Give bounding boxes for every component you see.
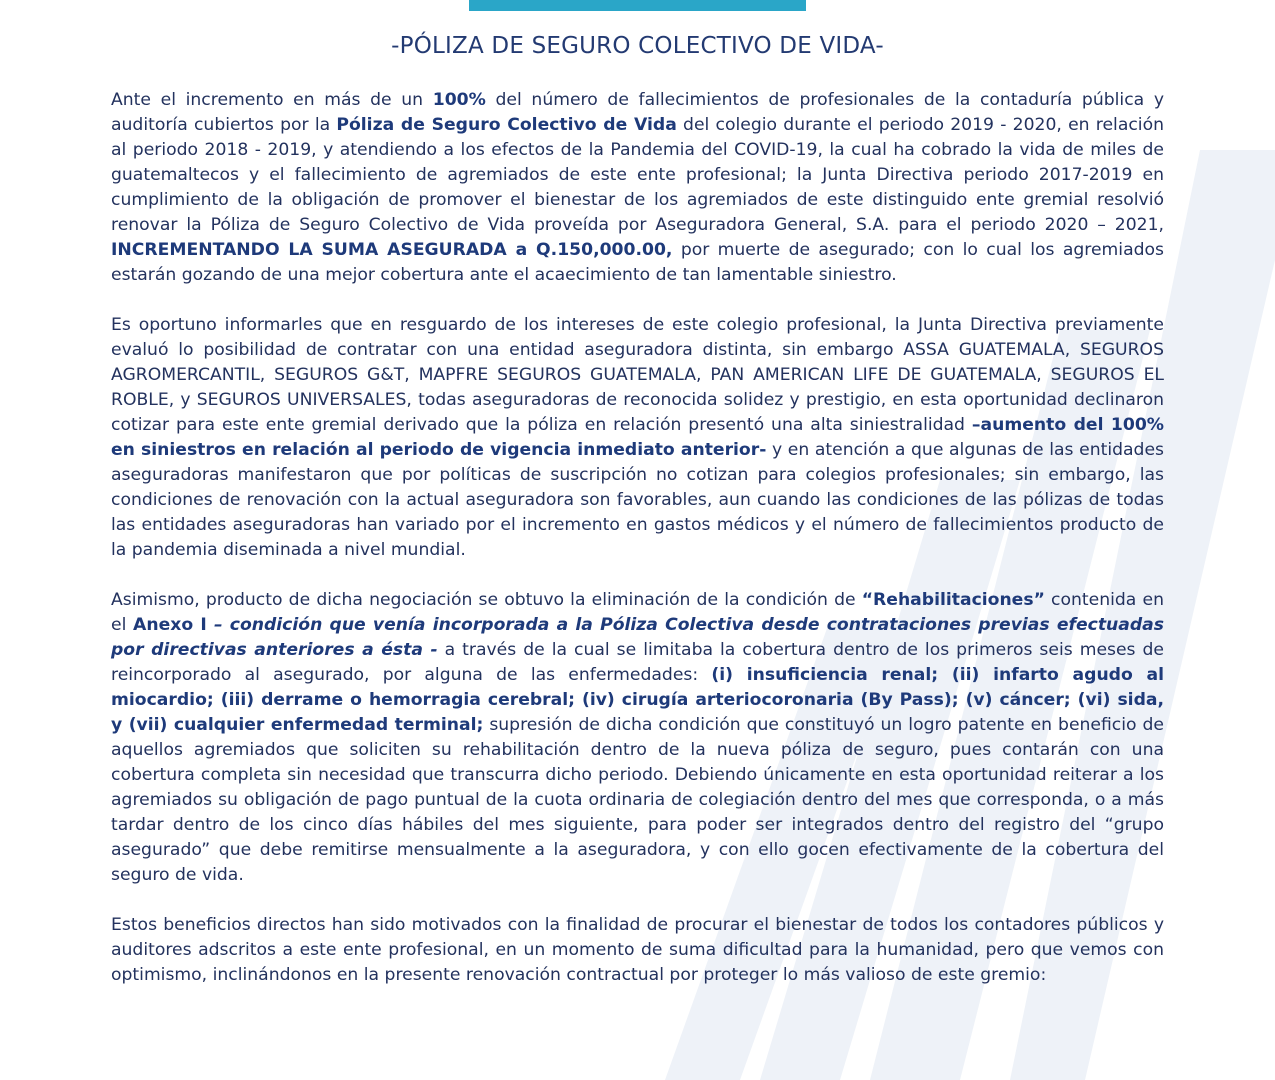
text-span: supresión de dicha condición que constituyó un logro patente en beneficio de aquellos agremiados que soliciten su rehabilitación dentro de la nueva póliza de seguro, pues contarán con una cobertura completa sin necesidad que transcurra dicho periodo. Debiendo únicamente en esta oportunidad reiterar a los agremiados su obligación de pago puntual de la cuota ordinaria de colegiación dentro del mes que corresponda, o a más tardar dentro de los cinco días hábiles del mes siguiente, para poder ser integrados dentro del registro del “grupo asegurado” que debe remitirse mensualmente a la aseguradora, y con ello gocen efectivamente de la cobertura del seguro de vida. xyxy=(111,715,1164,885)
text-span: Ante el incremento en más de un xyxy=(111,90,433,110)
header-accent-bar xyxy=(469,0,806,11)
paragraph-4 xyxy=(111,913,1164,988)
bold-span: –aumento del 100% en siniestros en relación al periodo de vigencia inmediato anterior- xyxy=(111,415,1165,460)
bold-span: Póliza de Seguro Colectivo de Vida xyxy=(336,115,677,135)
text-span: contenida en el xyxy=(111,590,1164,635)
text-span: Estos beneficios directos han sido motivados con la finalidad de procurar el bienestar de todos los contadores públicos y auditores adscritos a este ente profesional, en un momento de suma dificultad para la humanidad, pero que vemos con optimismo, inclinándonos en la presente renovación contractual por proteger lo más valioso de este gremio: xyxy=(111,915,1164,985)
text-span: y en atención a que algunas de las entidades aseguradoras manifestaron que por políticas de suscripción no cotizan para colegios profesionales; sin embargo, las condiciones de renovación con la actual aseguradora son favorables, aun cuando las condiciones de las pólizas de todas las entidades aseguradoras han variado por el incremento en gastos médicos y el número de fallecimientos producto de la pandemia diseminada a nivel mundial. xyxy=(111,440,1164,560)
paragraph-2 xyxy=(111,313,1164,563)
text-span: por muerte de asegurado; con lo cual los agremiados estarán gozando de una mejor cobertura ante el acaecimiento de tan lamentable siniestro. xyxy=(111,240,1164,285)
text-span: del número de fallecimientos de profesionales de la contaduría pública y auditoría cubiertos por la xyxy=(111,90,1165,135)
text-span: del colegio durante el periodo 2019 - 2020, en relación al periodo 2018 - 2019, y atendiendo a los efectos de la Pandemia del COVID-19, la cual ha cobrado la vida de miles de guatemaltecos y el fallecimiento de agremiados de este ente profesional; la Junta Directiva periodo 2017-2019 en cumplimiento de la obligación de promover el bienestar de los agremiados de este distinguido ente gremial resolvió renovar la Póliza de Seguro Colectivo de Vida proveída por Aseguradora General, S.A. para el periodo 2020 – 2021, xyxy=(111,115,1164,235)
bold-span: Anexo I xyxy=(133,615,207,635)
text-span: Asimismo, producto de dicha negociación se obtuvo la eliminación de la condición de xyxy=(111,590,862,610)
bold-span: 100% xyxy=(432,90,486,110)
bold-span: “Rehabilitaciones” xyxy=(861,590,1045,610)
bold-span: INCREMENTANDO LA SUMA ASEGURADA a Q.150,000.00, xyxy=(111,240,673,260)
document-body xyxy=(111,88,1164,1013)
bold-italic-span: – condición que venía incorporada a la Póliza Colectiva desde contrataciones previas efectuadas por directivas anteriores a ésta - xyxy=(111,615,1165,660)
bold-span: (i) insuficiencia renal; (ii) infarto agudo al miocardio; (iii) derrame o hemorragia cerebral; (iv) cirugía arteriocoronaria (By Pass); (v) cáncer; (vi) sida, y (vii) cualquier enfermedad terminal; xyxy=(111,665,1165,735)
page-title: -PÓLIZA DE SEGURO COLECTIVO DE VIDA- xyxy=(391,33,884,59)
text-span: Es oportuno informarles que en resguardo de los intereses de este colegio profesional, la Junta Directiva previamente evaluó lo posibilidad de contratar con una entidad aseguradora distinta, sin embargo ASSA GUATEMALA, SEGUROS AGROMERCANTIL, SEGUROS G&T, MAPFRE SEGUROS GUATEMALA, PAN AMERICAN LIFE DE GUATEMALA, SEGUROS EL ROBLE, y SEGUROS UNIVERSALES, todas aseguradoras de reconocida solidez y prestigio, en esta oportunidad declinaron cotizar para este ente gremial derivado que la póliza en relación presentó una alta siniestralidad xyxy=(111,315,1164,435)
text-span: a través de la cual se limitaba la cobertura dentro de los primeros seis meses de reincorporado al asegurado, por alguna de las enfermedades: xyxy=(111,640,1164,685)
paragraph-1 xyxy=(111,88,1164,288)
paragraph-3 xyxy=(111,588,1164,888)
